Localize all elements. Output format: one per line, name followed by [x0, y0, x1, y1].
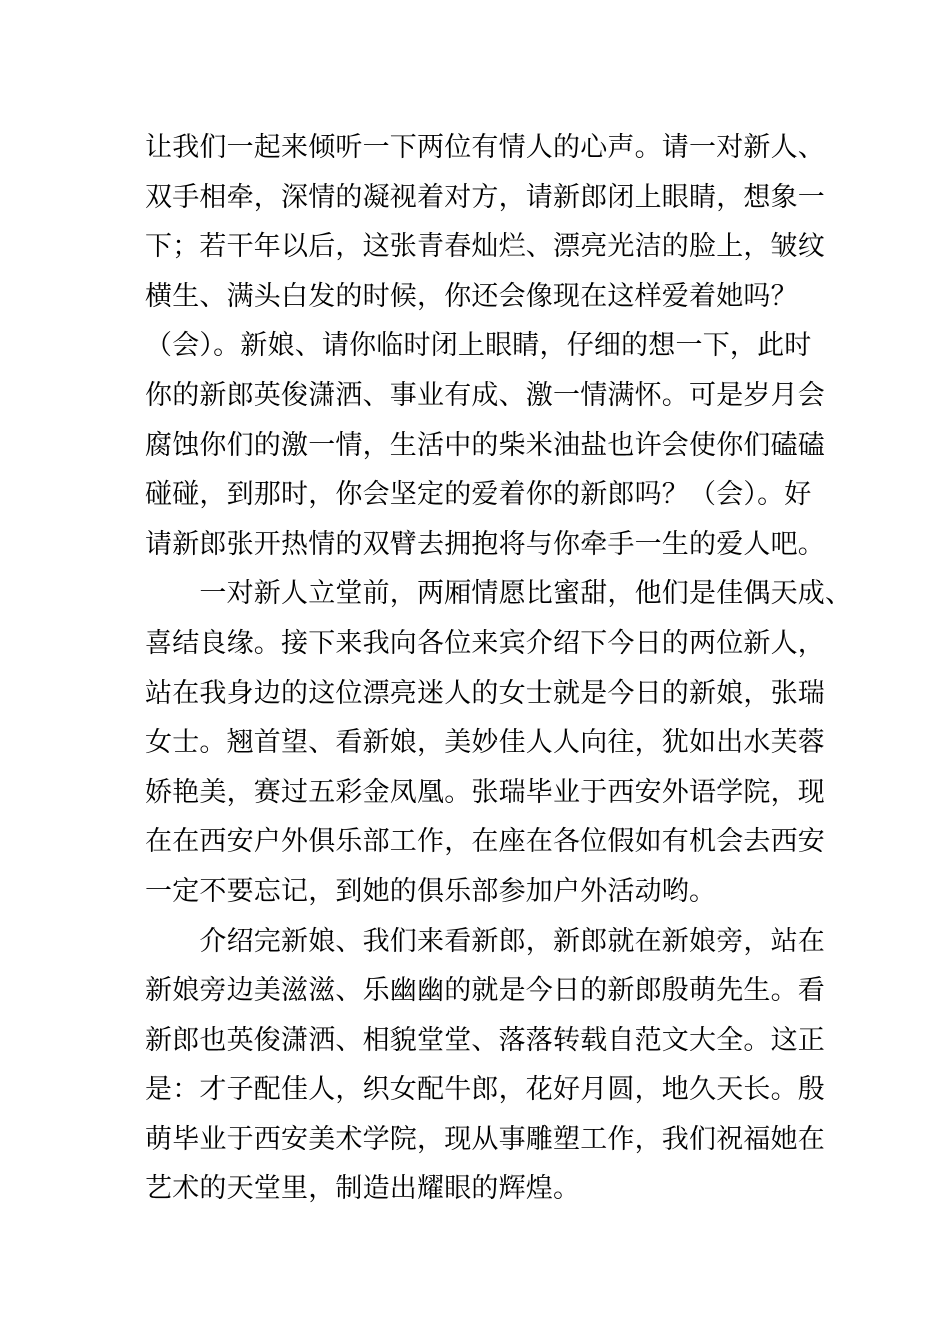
text-line: 腐蚀你们的激一情，生活中的柴米油盐也许会使你们磕磕: [145, 429, 825, 461]
text-line: 一对新人立堂前，两厢情愿比蜜甜，他们是佳偶天成、: [145, 578, 853, 610]
text-line: 在在西安户外俱乐部工作，在座在各位假如有机会去西安: [145, 826, 825, 858]
text-line: 请新郎张开热情的双臂去拥抱将与你牵手一生的爱人吧。: [145, 528, 825, 560]
text-line: 横生、满头白发的时候，你还会像现在这样爱着她吗？: [145, 280, 798, 312]
text-line: 让我们一起来倾听一下两位有情人的心声。请一对新人、: [145, 132, 825, 163]
text-line: 娇艳美，赛过五彩金凤凰。张瑞毕业于西安外语学院，现: [145, 776, 825, 808]
text-line: （会）。新娘、请你临时闭上眼睛，仔细的想一下，此时: [145, 330, 812, 362]
text-line: 介绍完新娘、我们来看新郎，新郎就在新娘旁，站在: [145, 925, 825, 957]
text-line: 是：才子配佳人，织女配牛郎，花好月圆，地久天长。殷: [145, 1074, 825, 1106]
text-line: 一定不要忘记，到她的俱乐部参加户外活动哟。: [145, 875, 717, 907]
text-line: 喜结良缘。接下来我向各位来宾介绍下今日的两位新人，: [145, 627, 825, 659]
text-line: 艺术的天堂里，制造出耀眼的辉煌。: [145, 1173, 581, 1205]
text-line: 双手相牵，深情的凝视着对方，请新郎闭上眼睛，想象一: [145, 181, 825, 213]
text-line: 下；若干年以后，这张青春灿烂、漂亮光洁的脸上，皱纹: [145, 231, 825, 263]
text-line: 新郎也英俊潇洒、相貌堂堂、落落转载自范文大全。这正: [145, 1024, 825, 1056]
body-text: [145, 123, 853, 1214]
text-line: 站在我身边的这位漂亮迷人的女士就是今日的新娘，张瑞: [145, 677, 825, 709]
text-line: 新娘旁边美滋滋、乐幽幽的就是今日的新郎殷萌先生。看: [145, 975, 825, 1007]
text-line: 你的新郎英俊潇洒、事业有成、激一情满怀。可是岁月会: [145, 379, 825, 411]
text-line: 女士。翘首望、看新娘，美妙佳人人向往，犹如出水芙蓉: [145, 727, 825, 759]
text-line: 萌毕业于西安美术学院，现从事雕塑工作，我们祝福她在: [145, 1123, 825, 1155]
text-line: 碰碰，到那时，你会坚定的爱着你的新郎吗？（会）。好: [145, 479, 812, 511]
